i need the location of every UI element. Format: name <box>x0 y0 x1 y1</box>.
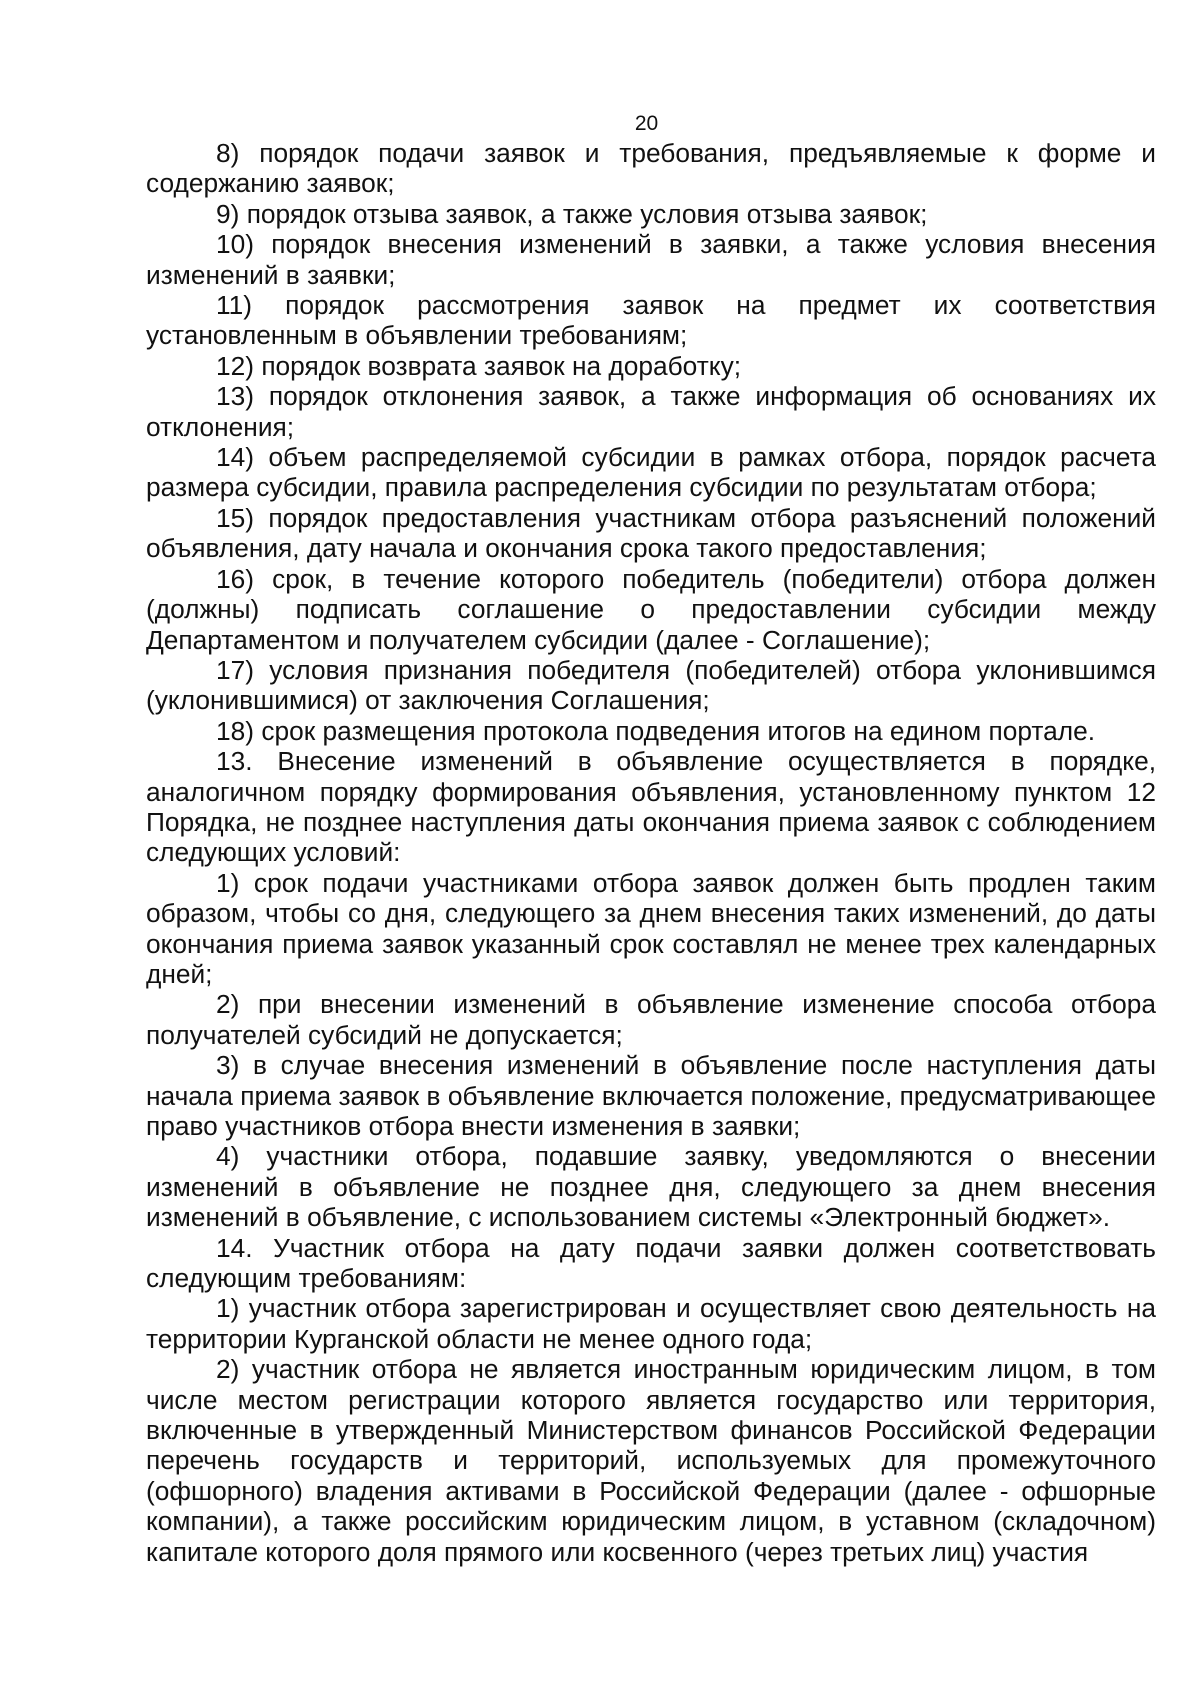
section-13-subitem-1: 1) срок подачи участниками отбора заявок должен быть продлен таким образом, чтобы со дня, следующего за днем внесения таких изменений, до даты окончания приема заявок указанный срок составлял не менее трех календарных дней; <box>146 867 1156 989</box>
page-number: 20 <box>634 112 659 135</box>
paragraph-item-16: 16) срок, в течение которого победитель (победители) отбора должен (должны) подписать соглашение о предоставлении субсидии между Департаментом и получателем субсидии (далее - Соглашение); <box>146 563 1156 655</box>
section-14-subitem-1: 1) участник отбора зарегистрирован и осуществляет свою деятельность на территории Курганской области не менее одного года; <box>146 1293 1156 1354</box>
section-14-subitem-2: 2) участник отбора не является иностранным юридическим лицом, в том числе местом регистрации которого является государство или территория, включенные в утвержденный Министерством финансов Российской Федерации перечень государств и территорий, используемых для промежуточного (офшорного) владения активами в Российской Федерации (далее - офшорные компании), а также российским юридическим лицом, в уставном (складочном) капитале которого доля прямого или косвенного (через третьих лиц) участия <box>146 1354 1156 1567</box>
paragraph-item-13: 13) порядок отклонения заявок, а также информация об основаниях их отклонения; <box>146 381 1156 442</box>
paragraph-item-15: 15) порядок предоставления участникам отбора разъяснений положений объявления, дату начала и окончания срока такого предоставления; <box>146 502 1156 564</box>
section-13-subitem-2: 2) при внесении изменений в объявление изменение способа отбора получателей субсидий не допускается; <box>146 989 1156 1050</box>
section-13-paragraph: 13. Внесение изменений в объявление осуществляется в порядке, аналогичном порядку формирования объявления, установленному пунктом 12 Порядка, не позднее наступления даты окончания приема заявок с соблюдением следующих условий: <box>146 746 1156 868</box>
paragraph-item-11: 11) порядок рассмотрения заявок на предмет их соответствия установленным в объявлении требованиям; <box>146 290 1156 351</box>
section-14-paragraph: 14. Участник отбора на дату подачи заявки должен соответствовать следующим требованиям: <box>146 1232 1156 1294</box>
paragraph-item-9: 9) порядок отзыва заявок, а также условия отзыва заявок; <box>216 198 928 229</box>
section-13-subitem-3: 3) в случае внесения изменений в объявление после наступления даты начала приема заявок в объявление включается положение, предусматривающее право участников отбора внести изменения в заявки; <box>146 1050 1156 1141</box>
paragraph-item-17: 17) условия признания победителя (победителей) отбора уклонившимся (уклонившимися) от заключения Соглашения; <box>146 654 1156 716</box>
paragraph-item-14: 14) объем распределяемой субсидии в рамках отбора, порядок расчета размера субсидии, правила распределения субсидии по результатам отбора; <box>146 442 1156 503</box>
section-13-subitem-4: 4) участники отбора, подавшие заявку, уведомляются о внесении изменений в объявление не позднее дня, следующего за днем внесения изменений в объявление, с использованием системы «Электронный бюджет». <box>146 1141 1156 1233</box>
paragraph-item-18: 18) срок размещения протокола подведения итогов на едином портале. <box>216 715 1096 746</box>
paragraph-item-12: 12) порядок возврата заявок на доработку; <box>216 350 742 381</box>
paragraph-item-10: 10) порядок внесения изменений в заявки, а также условия внесения изменений в заявки; <box>146 229 1156 290</box>
paragraph-item-8: 8) порядок подачи заявок и требования, предъявляемые к форме и содержанию заявок; <box>146 138 1156 199</box>
document-body <box>146 138 1156 1567</box>
